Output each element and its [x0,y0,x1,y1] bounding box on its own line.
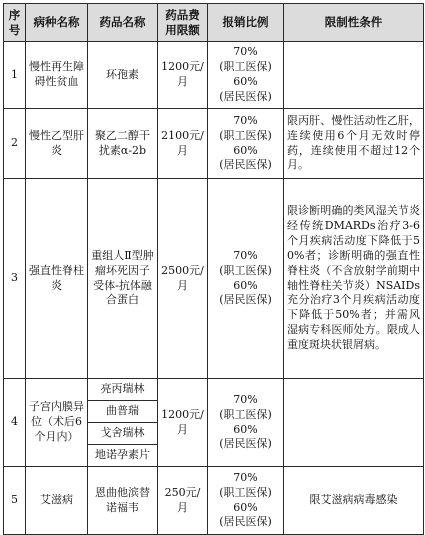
restriction-cell: 限诊断明确的类风湿关节炎经传统DMARDs治疗3-6个月疾病活动度下降低于50%者；诊断明确的强直性脊柱炎（不含放射学前期中轴性脊柱关节炎）NSAIDs充分治疗3个月疾病活动度下降低于50%者；并需风湿病专科医师处方。限成人重度斑块状银屑病。 [284,179,424,379]
header-restriction: 限制性条件 [284,4,424,42]
drug-cell: 重组人Ⅱ型肿瘤坏死因子受体-抗体融合蛋白 [88,179,158,379]
drug-cell: 聚乙二醇干扰素α-2b [88,109,158,179]
reimbursement-table [3,3,424,535]
restriction-cell [284,379,424,467]
ratio-cell: 70% (职工医保) 60% (居民医保) [208,109,284,179]
restriction-cell: 限艾滋病病毒感染 [284,467,424,535]
cost-cell: 1200元/月 [158,42,208,109]
drug-cell: 恩曲他滨替诺福韦 [88,467,158,535]
drug-item: 亮丙瑞林 [100,382,145,396]
drug-item: 地诺孕素片 [88,444,157,466]
ratio-cell: 70% (职工医保) 60% (居民医保) [208,179,284,379]
seq-cell: 2 [4,109,26,179]
header-disease: 病种名称 [26,4,88,42]
header-ratio: 报销比例 [208,4,284,42]
ratio-cell: 70% (职工医保) 60% (居民医保) [208,42,284,109]
ratio-cell: 70% (职工医保) 60% (居民医保) [208,467,284,535]
restriction-cell [284,42,424,109]
ratio-cell: 70% (职工医保) 60% (居民医保) [208,379,284,467]
disease-cell: 慢性乙型肝炎 [26,109,88,179]
drug-list-cell [88,379,158,467]
table-row [4,379,424,467]
disease-cell: 慢性再生障碍性贫血 [26,42,88,109]
restriction-cell: 限丙肝、慢性活动性乙肝，连续使用6个月无效时停药，连续使用不超过12个月。 [284,109,424,179]
drug-item: 戈舍瑞林 [88,422,157,444]
table-row [4,179,424,379]
seq-cell: 3 [4,179,26,379]
cost-cell: 250元/月 [158,467,208,535]
disease-cell: 艾滋病 [26,467,88,535]
cost-cell: 2100元/月 [158,109,208,179]
seq-cell: 5 [4,467,26,535]
header-cost: 药品费用限额 [158,4,208,42]
cost-cell: 1200元/月 [158,379,208,467]
header-drug: 药品名称 [88,4,158,42]
disease-cell: 子宫内膜异位（术后6个月内） [26,379,88,467]
cost-cell: 2500元/月 [158,179,208,379]
seq-cell: 1 [4,42,26,109]
drug-cell: 环孢素 [88,42,158,109]
table-row [4,42,424,109]
header-seq: 序号 [4,4,26,42]
table-row [4,109,424,179]
drug-item: 曲普瑞 [88,400,157,422]
seq-cell: 4 [4,379,26,467]
header-row [4,4,424,42]
disease-cell: 强直性脊柱炎 [26,179,88,379]
